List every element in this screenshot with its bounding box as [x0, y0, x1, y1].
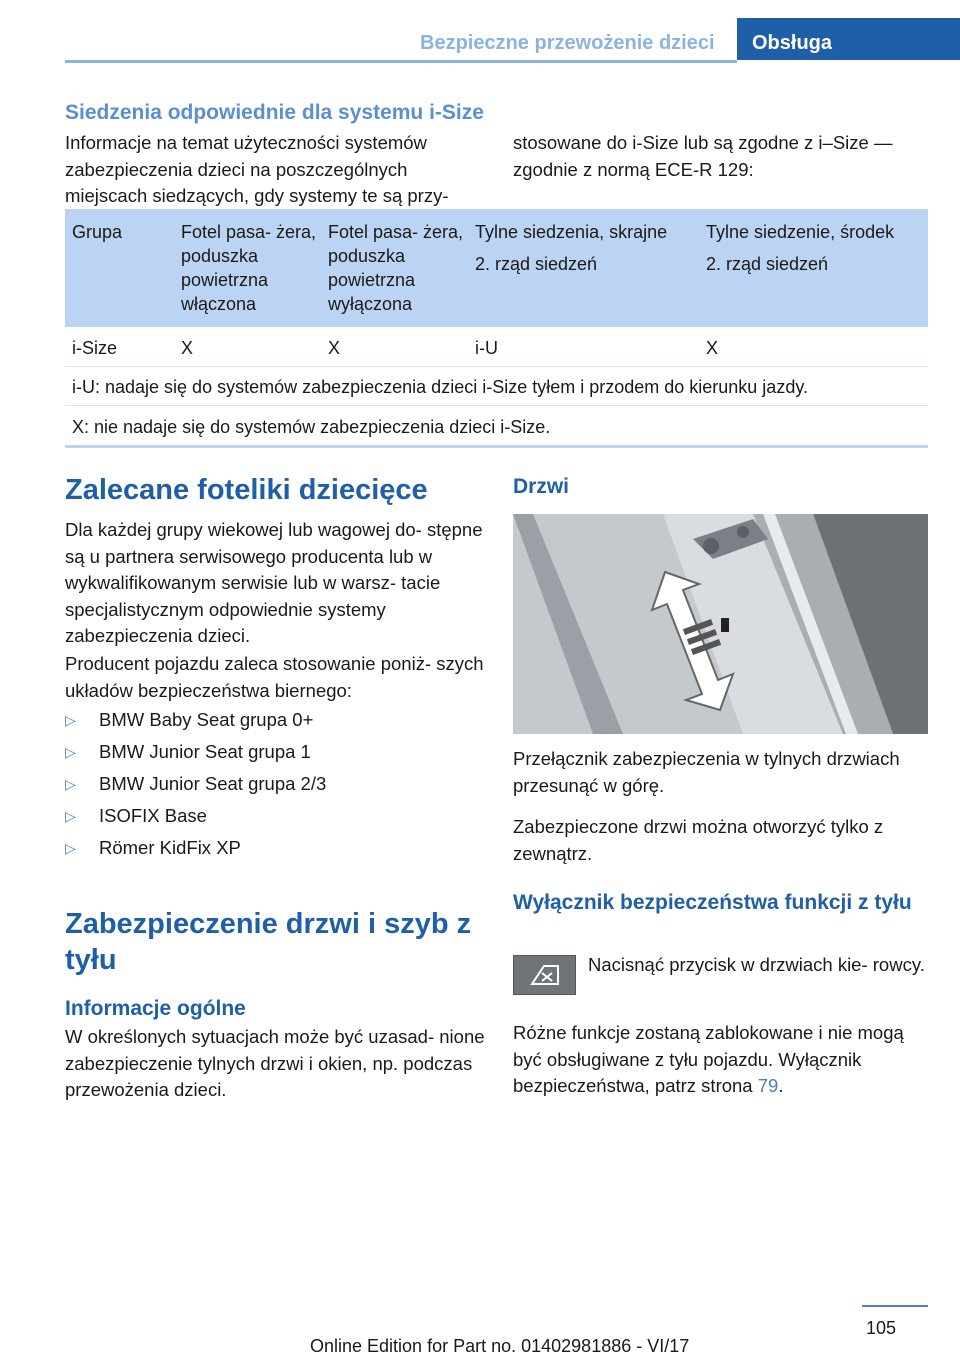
door-lock-photo [513, 514, 928, 734]
table-cell: X [181, 338, 194, 358]
isize-intro-left: Informacje na temat użyteczności systemów zabezpieczenia dzieci na poszczególnych miejscach siedzących, gdy systemy te są przy- [65, 132, 449, 206]
doors-caption: Przełącznik zabezpieczenia w tylnych drzwiach przesunąć w górę. [513, 748, 900, 796]
switch-paragraph [513, 1020, 933, 1100]
list-item [65, 773, 485, 799]
table-header-cell: Fotel pasa- żera, poduszka powietrzna włączona [181, 222, 317, 314]
switch-paragraph-text: Różne funkcje zostaną zablokowane i nie mogą być obsługiwane z tyłu pojazdu. Wyłącznik bezpieczeństwa, patrz strona [513, 1022, 904, 1096]
triangle-right-icon: ▷ [65, 840, 76, 856]
list-item-label: BMW Junior Seat grupa 1 [99, 741, 311, 762]
doors-paragraph: Zabezpieczone drzwi można otworzyć tylko z zewnątrz. [513, 816, 884, 864]
header-rule [65, 60, 737, 63]
table-header-subcell: 2. rząd siedzeń [706, 254, 829, 274]
table-row-divider [65, 405, 928, 406]
switch-heading: Wyłącznik bezpieczeństwa funkcji z tyłu [513, 891, 912, 914]
page-number: 105 [866, 1318, 897, 1338]
window-lock-icon [514, 956, 575, 994]
triangle-right-icon: ▷ [65, 776, 76, 792]
list-item [65, 805, 485, 831]
switch-paragraph-end: . [778, 1075, 784, 1096]
table-cell: i-Size [72, 338, 118, 358]
table-header-cell: Grupa [72, 222, 123, 242]
table-cell: i-U [475, 338, 498, 358]
doors-heading: Drzwi [513, 475, 570, 498]
list-item-label: BMW Junior Seat grupa 2/3 [99, 773, 327, 794]
table-row-divider [65, 366, 928, 367]
triangle-right-icon: ▷ [65, 712, 76, 728]
triangle-right-icon: ▷ [65, 744, 76, 760]
rear-subheading: Informacje ogólne [65, 997, 246, 1020]
list-item [65, 709, 485, 735]
isize-section-title: Siedzenia odpowiednie dla systemu i-Size [65, 101, 484, 124]
seats-heading: Zalecane foteliki dziecięce [65, 474, 428, 506]
switch-instruction: Nacisnąć przycisk w drzwiach kie- rowcy. [588, 954, 925, 975]
list-item [65, 837, 485, 863]
list-item-label: BMW Baby Seat grupa 0+ [99, 709, 314, 730]
page-reference-link[interactable]: 79 [757, 1075, 779, 1096]
list-item-label: Römer KidFix XP [99, 837, 241, 858]
isize-intro-right: stosowane do i-Size lub są zgodne z i–Size — zgodnie z normą ECE-R 129: [513, 132, 893, 180]
table-cell: X [328, 338, 341, 358]
door-lock-illustration [513, 514, 928, 734]
list-item-label: ISOFIX Base [99, 805, 207, 826]
table-bottom-rule [65, 445, 928, 448]
chapter-tab-label: Obsługa [752, 32, 833, 54]
triangle-right-icon: ▷ [65, 808, 76, 824]
edition-footer: Online Edition for Part no. 01402981886 - VI/17 [310, 1336, 690, 1356]
list-item [65, 741, 485, 767]
table-header-cell: Tylne siedzenia, skrajne [475, 222, 668, 242]
rear-paragraph: W określonych sytuacjach może być uzasad- nione zabezpieczenie tylnych drzwi i okien, np. podczas przewożenia dzieci. [65, 1026, 485, 1100]
table-header-cell: Fotel pasa- żera, poduszka powietrzna wyłączona [328, 222, 464, 314]
table-note: X: nie nadaje się do systemów zabezpieczenia dzieci i-Size. [72, 417, 551, 437]
window-lock-button-image [513, 955, 576, 995]
table-header-subcell: 2. rząd siedzeń [475, 254, 598, 274]
table-note: i-U: nadaje się do systemów zabezpieczenia dzieci i-Size tyłem i przodem do kierunku jazdy. [72, 377, 808, 397]
table-cell: X [706, 338, 719, 358]
rear-heading: Zabezpieczenie drzwi i szyb z tyłu [65, 908, 472, 976]
running-header-section: Bezpieczne przewożenie dzieci [420, 32, 715, 54]
table-header-cell: Tylne siedzenie, środek [706, 222, 895, 242]
seats-paragraph-1: Dla każdej grupy wiekowej lub wagowej do- stępne są u partnera serwisowego producenta lub w wykwalifikowanym serwisie lub w warsz- tacie specjalistycznym odpowiednie systemy zabezpieczenia dzieci. [65, 519, 483, 646]
page-number-rule [862, 1305, 928, 1307]
seats-paragraph-2: Producent pojazdu zaleca stosowanie poniż- szych układów bezpieczeństwa biernego: [65, 653, 484, 701]
